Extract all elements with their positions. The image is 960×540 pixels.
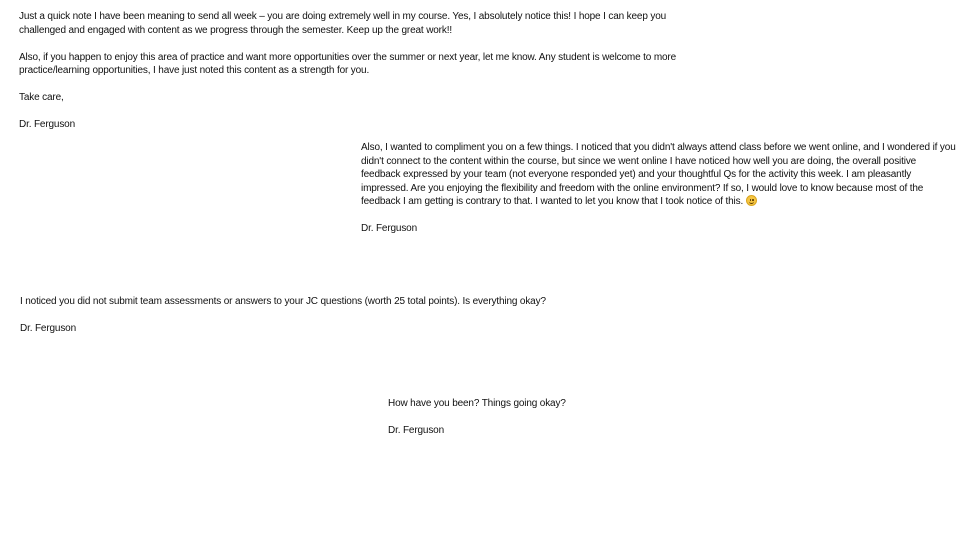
note-paragraph (361, 141, 956, 209)
note-signature: Dr. Ferguson (19, 119, 76, 130)
note-signature: Dr. Ferguson (361, 223, 418, 234)
note-paragraph: How have you been? Things going okay? (388, 398, 566, 409)
note-praise (19, 10, 709, 132)
note-missing-submission (20, 295, 640, 336)
note-closing: Take care, (19, 92, 64, 103)
note-paragraph: I noticed you did not submit team assessments or answers to your JC questions (worth 25 total points). Is everything okay? (20, 296, 546, 307)
note-signature: Dr. Ferguson (20, 323, 77, 334)
note-paragraph: Also, if you happen to enjoy this area of practice and want more opportunities over the summer or next year, let me know. Any student is welcome to more practice/learning opportunities, I have just noted this content as a strength for you. (19, 51, 676, 76)
note-paragraph: Just a quick note I have been meaning to send all week – you are doing extremely well in my course. Yes, I absolutely notice this! I hope I can keep you challenged and engaged with content as we progress through the semester. Keep up the great work!! (19, 11, 667, 36)
smiling-face-icon (746, 195, 757, 206)
note-signature: Dr. Ferguson (388, 425, 445, 436)
note-check-in (388, 397, 648, 438)
note-paragraph-text: Also, I wanted to compliment you on a few things. I noticed that you didn't always attend class before we went online, and I wondered if you didn't connect to the content within the course, but since we went online I have noticed how well you are doing, the overall positive feedback expressed by your team (not everyone responded yet) and your thoughtful Qs for the activity this week. I am pleasantly impressed. Are you enjoying the flexibility and freedom with the online environment? If so, I would love to know because most of the feedback I am getting is contrary to that. I wanted to let you know that I took notice of this. (361, 142, 956, 207)
note-compliment (361, 141, 956, 236)
